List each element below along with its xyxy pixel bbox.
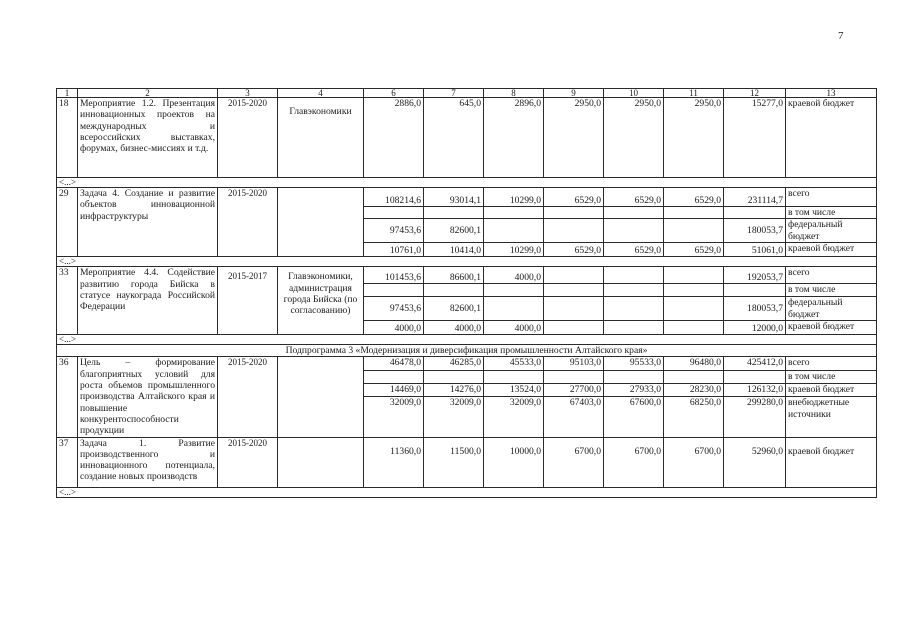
value-cell [724,284,786,297]
value-cell: 645,0 [424,98,484,178]
value-cell: 28230,0 [664,384,724,397]
value-cell [724,370,786,383]
value-cell [484,219,544,243]
header-cell: 3 [218,89,278,98]
value-cell: 11360,0 [364,437,424,487]
row-executor: Главэкономики [278,98,364,178]
value-cell [604,370,664,383]
row-number: 29 [57,188,78,257]
source-cell: краевой бюджет [786,98,877,178]
value-cell: 11500,0 [424,437,484,487]
row-number: 37 [57,437,78,487]
row-period: 2015-2020 [218,437,278,487]
header-cell: 12 [724,89,786,98]
page-number: 7 [838,30,844,42]
value-cell: 126132,0 [724,384,786,397]
value-cell [484,207,544,219]
header-cell: 7 [424,89,484,98]
value-cell [364,370,424,383]
value-cell: 10299,0 [484,243,544,257]
value-cell: 2950,0 [544,98,604,178]
value-cell: 96480,0 [664,357,724,370]
budget-table [56,88,877,498]
value-cell [484,297,544,321]
value-cell: 10299,0 [484,188,544,207]
value-cell: 4000,0 [424,321,484,335]
ellipsis: <...> [57,335,78,345]
value-cell: 2896,0 [484,98,544,178]
row-executor [278,437,364,487]
value-cell: 12000,0 [724,321,786,335]
ellipsis-row [57,178,877,188]
row-number: 36 [57,357,78,437]
header-cell: 9 [544,89,604,98]
row-name: Цель – формирование благоприятных условий для роста объемов промышленного производства Алтайского края и повышение конкурентоспособности продукции [78,357,218,437]
value-cell [604,267,664,284]
value-cell [544,284,604,297]
source-cell: краевой бюджет [786,384,877,397]
value-cell [364,207,424,219]
value-cell: 180053,7 [724,297,786,321]
table-row [57,437,877,487]
value-cell [664,370,724,383]
value-cell: 46478,0 [364,357,424,370]
value-cell: 6529,0 [604,188,664,207]
value-cell: 14469,0 [364,384,424,397]
value-cell [484,284,544,297]
source-cell: всего [786,357,877,370]
value-cell [424,370,484,383]
row-name: Задача 4. Создание и развитие объектов инновационной инфраструктуры [78,188,218,257]
value-cell: 108214,6 [364,188,424,207]
table-row [57,357,877,370]
value-cell: 93014,1 [424,188,484,207]
table-row [57,267,877,284]
value-cell: 6529,0 [664,243,724,257]
value-cell: 425412,0 [724,357,786,370]
ellipsis-row [57,257,877,267]
value-cell: 2950,0 [604,98,664,178]
value-cell [724,207,786,219]
row-period: 2015-2020 [218,357,278,437]
ellipsis: <...> [57,257,78,267]
value-cell: 14276,0 [424,384,484,397]
value-cell [604,207,664,219]
value-cell [484,370,544,383]
value-cell [364,284,424,297]
header-cell: 10 [604,89,664,98]
value-cell: 6700,0 [604,437,664,487]
value-cell: 4000,0 [364,321,424,335]
value-cell: 2886,0 [364,98,424,178]
row-period: 2015-2020 [218,188,278,257]
value-cell: 6529,0 [544,188,604,207]
value-cell: 27933,0 [604,384,664,397]
value-cell: 192053,7 [724,267,786,284]
value-cell: 6529,0 [544,243,604,257]
table-row [57,188,877,207]
table-row [57,98,877,178]
row-number: 18 [57,98,78,178]
value-cell: 299280,0 [724,397,786,437]
row-name: Мероприятие 1.2. Презентация инновационных проектов на международных и всероссийских выставках, форумах, бизнес-миссиях и т.д. [78,98,218,178]
value-cell [604,321,664,335]
value-cell [544,297,604,321]
row-name: Задача 1. Развитие производственного и инновационного потенциала, создание новых производств [78,437,218,487]
value-cell [604,219,664,243]
value-cell: 13524,0 [484,384,544,397]
subprogram-row [57,345,877,357]
value-cell: 51061,0 [724,243,786,257]
value-cell: 101453,6 [364,267,424,284]
source-cell: внебюджетные источники [786,397,877,437]
header-cell: 11 [664,89,724,98]
row-executor [278,357,364,437]
value-cell [424,284,484,297]
value-cell: 6529,0 [664,188,724,207]
source-cell: краевой бюджет [786,321,877,335]
value-cell [664,284,724,297]
value-cell: 67600,0 [604,397,664,437]
value-cell: 68250,0 [664,397,724,437]
value-cell: 97453,6 [364,219,424,243]
value-cell: 82600,1 [424,219,484,243]
ellipsis-row [57,487,877,497]
value-cell: 32009,0 [424,397,484,437]
value-cell [664,267,724,284]
value-cell: 15277,0 [724,98,786,178]
value-cell: 86600,1 [424,267,484,284]
header-cell: 8 [484,89,544,98]
ellipsis-row [57,335,877,345]
value-cell: 45533,0 [484,357,544,370]
header-cell: 1 [57,89,78,98]
row-period: 2015-2017 [218,267,278,335]
source-cell: краевой бюджет [786,243,877,257]
source-cell: всего [786,188,877,207]
value-cell: 27700,0 [544,384,604,397]
source-cell: всего [786,267,877,284]
header-cell: 4 [278,89,364,98]
value-cell [544,321,604,335]
value-cell [604,297,664,321]
value-cell: 4000,0 [484,267,544,284]
value-cell: 6700,0 [664,437,724,487]
value-cell: 231114,7 [724,188,786,207]
row-executor [278,188,364,257]
row-period: 2015-2020 [218,98,278,178]
value-cell: 95103,0 [544,357,604,370]
ellipsis: <...> [57,178,78,188]
row-executor: Главэкономики, администрация города Бийска (по согласованию) [278,267,364,335]
value-cell [544,207,604,219]
value-cell [604,284,664,297]
value-cell [544,219,604,243]
source-cell: федеральный бюджет [786,297,877,321]
value-cell: 97453,6 [364,297,424,321]
value-cell: 32009,0 [484,397,544,437]
value-cell: 32009,0 [364,397,424,437]
source-cell: федеральный бюджет [786,219,877,243]
value-cell [424,207,484,219]
value-cell [664,321,724,335]
value-cell: 6529,0 [604,243,664,257]
header-cell: 6 [364,89,424,98]
source-cell: в том числе [786,207,877,219]
row-name: Мероприятие 4.4. Содействие развитию города Бийска в статусе наукограда Российской Федерации [78,267,218,335]
header-row [57,89,877,98]
ellipsis: <...> [57,487,78,497]
row-number: 33 [57,267,78,335]
value-cell: 4000,0 [484,321,544,335]
value-cell: 6700,0 [544,437,604,487]
value-cell: 10000,0 [484,437,544,487]
subprogram-title: Подпрограмма 3 «Модернизация и диверсификация промышленности Алтайского края» [57,345,877,357]
header-cell: 13 [786,89,877,98]
value-cell: 2950,0 [664,98,724,178]
source-cell: краевой бюджет [786,437,877,487]
value-cell [664,297,724,321]
value-cell: 67403,0 [544,397,604,437]
value-cell: 82600,1 [424,297,484,321]
header-cell: 2 [78,89,218,98]
source-cell: в том числе [786,284,877,297]
value-cell [544,370,604,383]
value-cell [664,207,724,219]
value-cell: 95533,0 [604,357,664,370]
value-cell: 10761,0 [364,243,424,257]
value-cell [544,267,604,284]
value-cell [664,219,724,243]
value-cell: 10414,0 [424,243,484,257]
source-cell: в том числе [786,370,877,383]
value-cell: 52960,0 [724,437,786,487]
value-cell: 180053,7 [724,219,786,243]
value-cell: 46285,0 [424,357,484,370]
